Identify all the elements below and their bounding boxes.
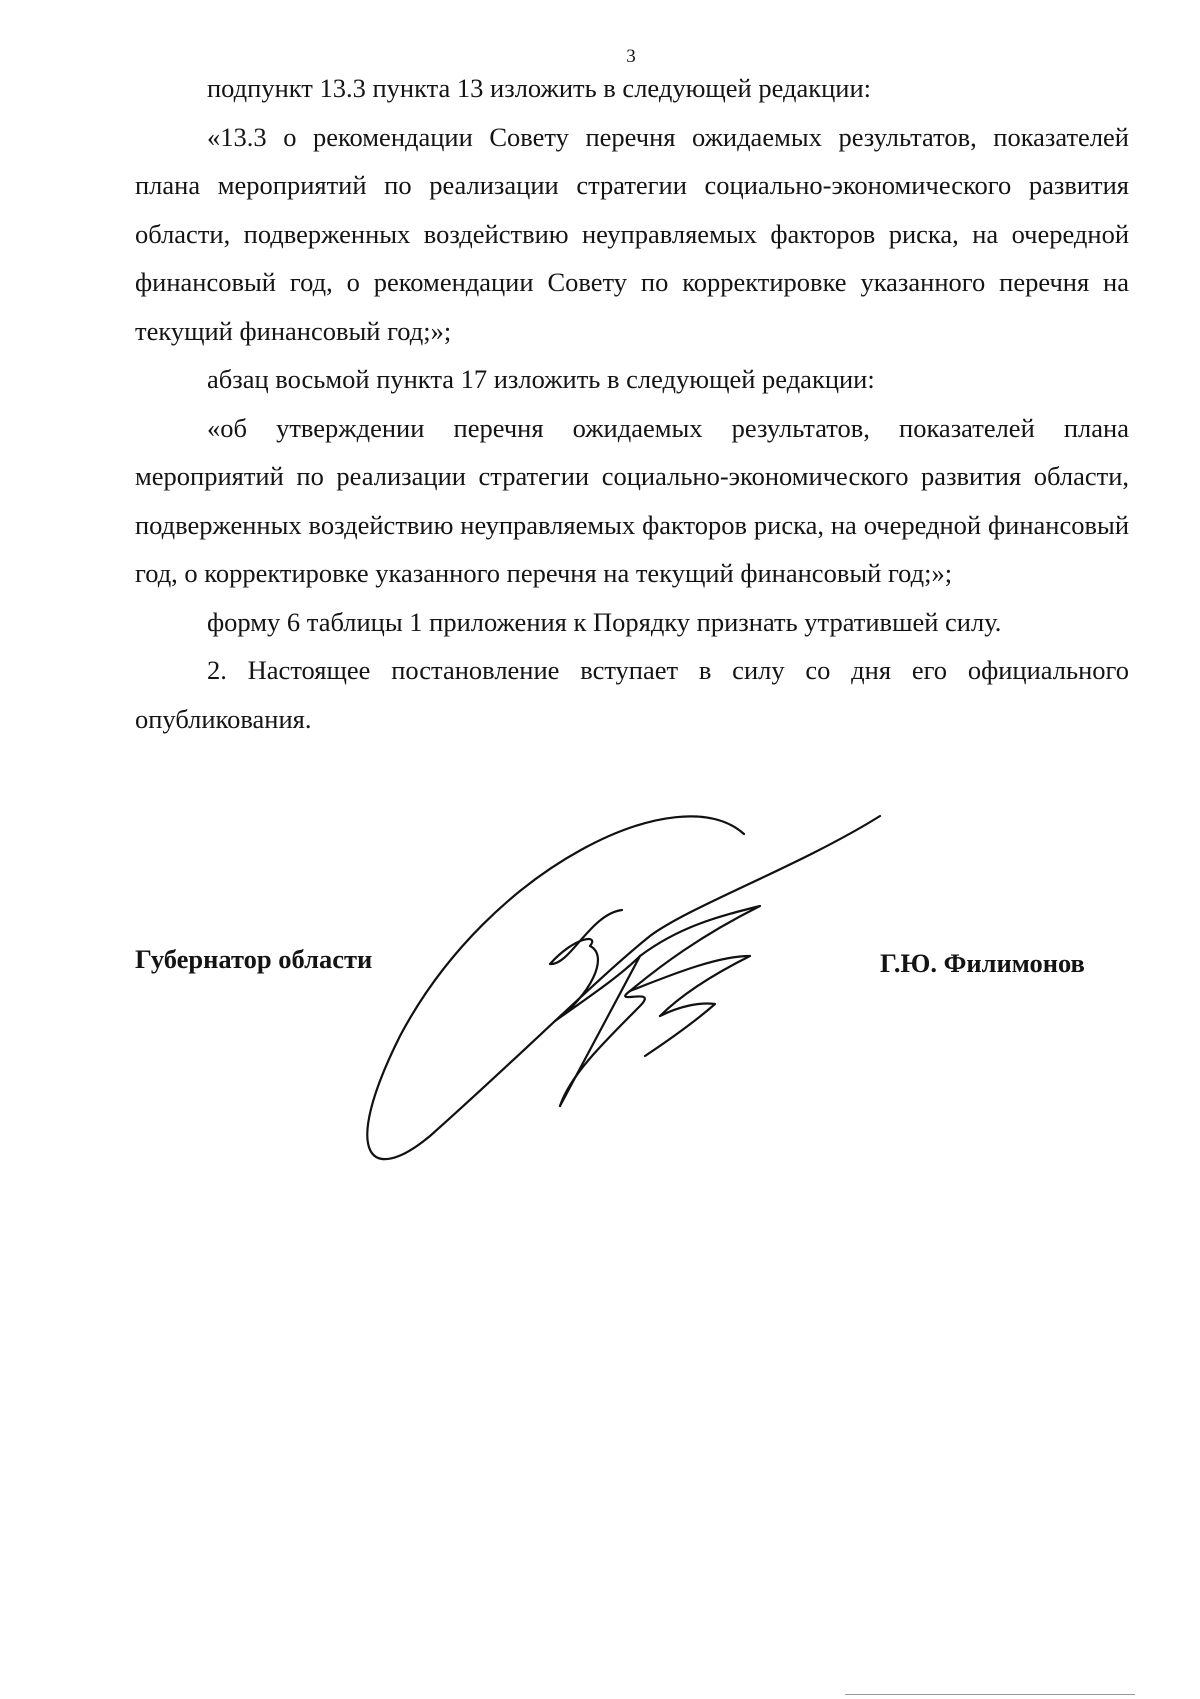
signer-name: Г.Ю. Филимонов — [880, 948, 1085, 978]
page-number: 3 — [626, 46, 636, 67]
paragraph: форму 6 таблицы 1 приложения к Порядку признать утратившей силу. — [207, 606, 1002, 637]
signer-title: Губернатор области — [135, 944, 373, 974]
scan-divider — [845, 1694, 1135, 1695]
paragraph: 2. Настоящее постановление вступает в силу со дня его официального опубликования. — [135, 655, 1129, 734]
paragraph: «13.3 о рекомендации Совету перечня ожидаемых результатов, показателей плана мероприятий по реализации стратегии социально-экономического развития области, подверженных воздействию неуправляемых факторов риска, на очередной финансовый год, о рекомендации Совету по корректировке указанного перечня на текущий финансовый год;»; — [135, 121, 1129, 346]
paragraph: «об утверждении перечня ожидаемых результатов, показателей плана мероприятий по реализации стратегии социально-экономического развития области, подверженных воздействию неуправляемых факторов риска, на очередной финансовый год, о корректировке указанного перечня на текущий финансовый год;»; — [135, 412, 1129, 588]
handwritten-signature — [360, 806, 890, 1196]
paragraph: подпункт 13.3 пункта 13 изложить в следующей редакции: — [207, 73, 872, 103]
paragraph: абзац восьмой пункта 17 изложить в следующей редакции: — [207, 364, 875, 394]
